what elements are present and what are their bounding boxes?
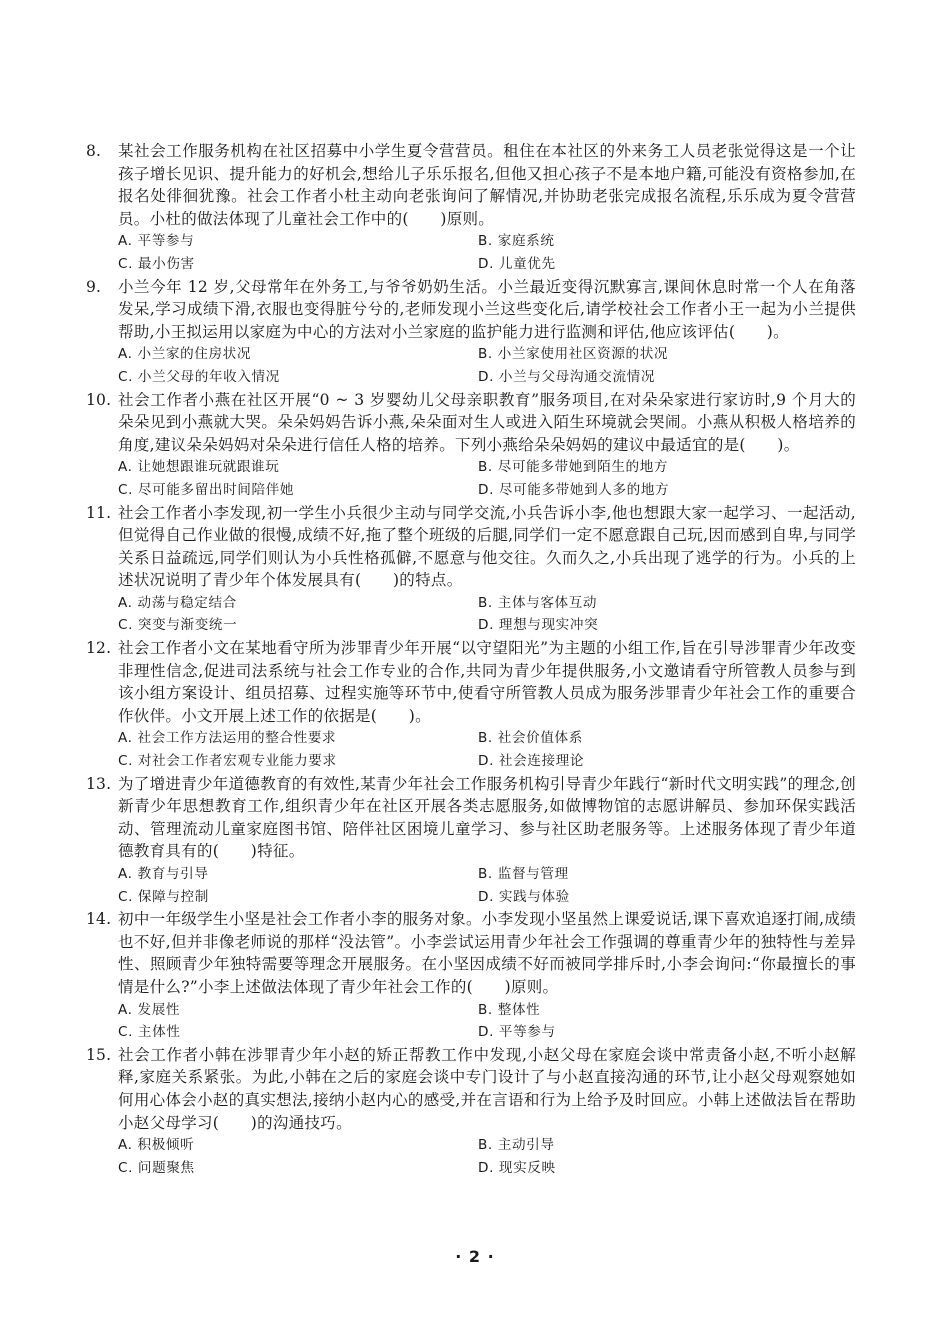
option-list (118, 343, 856, 388)
question-8 (86, 140, 856, 276)
question-14 (86, 908, 856, 1044)
option-b: B. 主动引导 (478, 1137, 555, 1154)
option-a: A. 小兰家的住房状况 (118, 346, 252, 363)
option-b: B. 家庭系统 (478, 233, 555, 250)
question-stem: 某社会工作服务机构在社区招募中小学生夏令营营员。租住在本社区的外来务工人员老张觉得这是一个让孩子增长见识、提升能力的好机会,想给儿子乐乐报名,但他又担心孩子不是本地户籍,可能没有资格参加,在报名处徘徊犹豫。社会工作者小杜主动向老张询问了解情况,并协助老张完成报名流程,乐乐成为夏令营营员。小杜的做法体现了儿童社会工作中的( )原则。 (118, 142, 856, 228)
option-list (118, 1134, 856, 1179)
question-9 (86, 276, 856, 389)
question-number: 10. (86, 390, 112, 409)
option-b: B. 社会价值体系 (478, 730, 583, 747)
option-d: D. 小兰与父母沟通交流情况 (478, 368, 656, 385)
question-stem: 社会工作者小韩在涉罪青少年小赵的矫正帮教工作中发现,小赵父母在家庭会谈中常责备小赵,不听小赵解释,家庭关系紧张。为此,小韩在之后的家庭会谈中专门设计了与小赵直接沟通的环节,让小赵父母观察她如何用心体会小赵的真实想法,接纳小赵内心的感受,并在言语和行为上给予及时回应。小韩上述做法旨在帮助小赵父母学习( )的沟通技巧。 (118, 1045, 856, 1132)
option-b: B. 尽可能多带她到陌生的地方 (478, 459, 669, 476)
option-c: C. 尽可能多留出时间陪伴她 (118, 481, 295, 498)
option-a: A. 平等参与 (118, 233, 195, 250)
option-a: A. 发展性 (118, 1001, 181, 1018)
question-stem: 为了增进青少年道德教育的有效性,某青少年社会工作服务机构引导青少年践行“新时代文明实践”的理念,创新青少年思想教育工作,组织青少年在社区开展各类志愿服务,如做博物馆的志愿讲解员、参加环保实践活动、管理流动儿童家庭图书馆、陪伴社区困境儿童学习、参与社区助老服务等。上述服务体现了青少年道德教育具有的( )特征。 (118, 774, 856, 861)
question-stem: 社会工作者小文在某地看守所为涉罪青少年开展“以守望阳光”为主题的小组工作,旨在引导涉罪青少年改变非理性信念,促进司法系统与社会工作专业的合作,共同为青少年提供服务,小文邀请看守所管教人员参与到该小组方案设计、组员招募、过程实施等环节中,使看守所管教人员成为服务涉罪青少年社会工作的重要合作伙伴。小文开展上述工作的依据是( )。 (118, 639, 856, 725)
question-stem: 初中一年级学生小坚是社会工作者小李的服务对象。小李发现小坚虽然上课爱说话,课下喜欢追逐打闹,成绩也不好,但并非像老师说的那样“没法管”。小李尝试运用青少年社会工作强调的尊重青少年的独特性与差异性、照顾青少年独特需要等理念开展服务。在小坚因成绩不好而被同学排斥时,小李会询问:“你最擅长的事情是什么?”小李上述做法体现了青少年社会工作的( )原则。 (118, 910, 856, 996)
option-a: A. 教育与引导 (118, 866, 209, 882)
option-c: C. 主体性 (118, 1024, 181, 1041)
option-b: B. 小兰家使用社区资源的状况 (478, 346, 669, 363)
question-stem: 小兰今年 12 岁,父母常年在外务工,与爷爷奶奶生活。小兰最近变得沉默寡言,课间休息时常一个人在角落发呆,学习成绩下滑,衣服也变得脏兮兮的,老师发现小兰这些变化后,请学校社会工作者小王一起为小兰提供帮助,小王拟运用以家庭为中心的方法对小兰家庭的监护能力进行监测和评估,他应该评估( )。 (118, 277, 856, 341)
page-number: · 2 · (455, 1247, 495, 1266)
option-list (118, 592, 856, 637)
option-c: C. 对社会工作者宏观专业能力要求 (118, 753, 337, 770)
option-b: B. 主体与客体互动 (478, 594, 598, 611)
question-number: 11. (86, 503, 112, 522)
option-d: D. 社会连接理论 (478, 753, 585, 770)
option-list (118, 999, 856, 1044)
option-a: A. 积极倾听 (118, 1137, 195, 1154)
option-a: A. 让她想跟谁玩就跟谁玩 (118, 459, 280, 476)
question-13 (86, 773, 856, 909)
question-12 (86, 637, 856, 773)
option-d: D. 平等参与 (478, 1024, 556, 1041)
option-d: D. 儿童优先 (478, 255, 556, 272)
option-list (118, 456, 856, 501)
option-d: D. 实践与体验 (478, 888, 570, 905)
question-10 (86, 389, 856, 502)
question-number: 15. (86, 1045, 112, 1064)
option-c: C. 最小伤害 (118, 255, 195, 272)
option-c: C. 保障与控制 (118, 888, 209, 905)
option-d: D. 现实反映 (478, 1159, 556, 1176)
option-c: C. 问题聚焦 (118, 1159, 195, 1176)
question-number: 9. (86, 277, 102, 296)
option-list (118, 727, 856, 772)
option-c: C. 小兰父母的年收入情况 (118, 368, 280, 385)
question-number: 13. (86, 774, 112, 793)
option-list (118, 863, 856, 908)
option-a: A. 动荡与稳定结合 (118, 594, 237, 611)
question-11 (86, 502, 856, 638)
question-stem: 社会工作者小燕在社区开展“0 ~ 3 岁婴幼儿父母亲职教育”服务项目,在对朵朵家进行家访时,9 个月大的朵朵见到小燕就大哭。朵朵妈妈告诉小燕,朵朵面对生人或进入陌生环境就会哭闹。小燕从积极人格培养的角度,建议朵朵妈妈对朵朵进行信任人格的培养。下列小燕给朵朵妈妈的建议中最适宜的是( )。 (118, 390, 856, 454)
question-stem: 社会工作者小李发现,初一学生小兵很少主动与同学交流,小兵告诉小李,他也想跟大家一起学习、一起活动,但觉得自己作业做的很慢,成绩不好,拖了整个班级的后腿,同学们一定不愿意跟自己玩,因而感到自卑,与同学关系日益疏远,同学们则认为小兵性格孤僻,不愿意与他交往。久而久之,小兵出现了逃学的行为。小兵的上述状况说明了青少年个体发展具有( )的特点。 (118, 503, 856, 590)
option-d: D. 尽可能多带她到人多的地方 (478, 481, 670, 498)
option-b: B. 整体性 (478, 1001, 541, 1018)
option-a: A. 社会工作方法运用的整合性要求 (118, 730, 337, 747)
question-number: 14. (86, 910, 112, 929)
option-c: C. 突变与渐变统一 (118, 617, 238, 634)
option-list (118, 230, 856, 275)
question-number: 8. (86, 142, 102, 160)
option-b: B. 监督与管理 (478, 866, 569, 882)
question-number: 12. (86, 639, 112, 658)
question-15 (86, 1044, 856, 1180)
option-d: D. 理想与现实冲突 (478, 617, 599, 634)
